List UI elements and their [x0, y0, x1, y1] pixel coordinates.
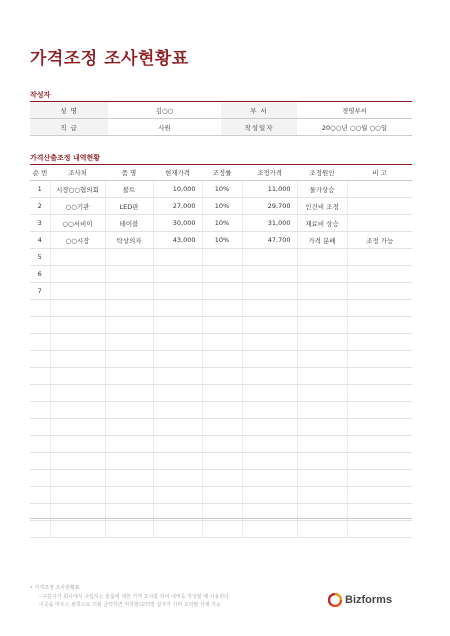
table-cell	[50, 300, 105, 317]
table-cell: ○○시장	[50, 232, 105, 249]
table-row	[30, 368, 412, 385]
table-cell: 29,700	[242, 198, 297, 215]
table-cell	[30, 487, 50, 504]
table-cell: 6	[30, 266, 50, 283]
table-cell	[105, 249, 153, 266]
table-cell	[50, 419, 105, 436]
date-value: 20○○년 ○○월 ○○일	[297, 119, 412, 136]
table-cell	[30, 368, 50, 385]
table-cell: 10%	[202, 198, 242, 215]
table-cell	[202, 351, 242, 368]
table-cell	[347, 436, 412, 453]
table-cell: 물가상승	[297, 181, 347, 198]
table-row	[30, 436, 412, 453]
table-cell	[105, 351, 153, 368]
page-title: 가격조정 조사현황표	[30, 49, 189, 69]
table-cell	[202, 419, 242, 436]
table-cell	[153, 283, 202, 300]
table-cell	[347, 351, 412, 368]
table-cell	[202, 283, 242, 300]
table-cell	[30, 419, 50, 436]
table-cell	[105, 385, 153, 402]
table-row	[30, 402, 412, 419]
table-cell	[347, 419, 412, 436]
table-cell	[242, 436, 297, 453]
table-cell	[30, 453, 50, 470]
table-cell	[202, 521, 242, 538]
table-cell	[347, 266, 412, 283]
table-cell: 테이블	[105, 215, 153, 232]
table-cell	[347, 402, 412, 419]
footer-note	[30, 584, 231, 610]
table-cell: 가격 분배	[297, 232, 347, 249]
table-cell: 시장○○협의회	[50, 181, 105, 198]
table-cell	[297, 470, 347, 487]
table-cell	[242, 385, 297, 402]
header-cell: 순 번	[30, 165, 50, 181]
table-cell	[153, 453, 202, 470]
dept-value: 경영부서	[297, 102, 412, 119]
table-cell	[242, 470, 297, 487]
table-cell	[297, 249, 347, 266]
table-cell: 3	[30, 215, 50, 232]
table-row	[30, 181, 412, 198]
table-row	[30, 419, 412, 436]
table-cell	[50, 368, 105, 385]
table-cell	[297, 317, 347, 334]
table-cell	[202, 470, 242, 487]
table-cell	[297, 419, 347, 436]
name-label: 성 명	[30, 102, 108, 119]
table-cell: 10%	[202, 215, 242, 232]
table-bottom-rule	[30, 518, 412, 519]
table-cell	[105, 317, 153, 334]
table-cell	[202, 266, 242, 283]
table-cell: ○○기관	[50, 198, 105, 215]
table-cell	[30, 385, 50, 402]
rank-label: 직 급	[30, 119, 108, 136]
table-row	[30, 266, 412, 283]
table-cell	[297, 521, 347, 538]
table-cell	[202, 317, 242, 334]
table-cell	[297, 487, 347, 504]
table-cell	[297, 385, 347, 402]
table-cell: 43,000	[153, 232, 202, 249]
table-cell	[242, 317, 297, 334]
table-cell	[105, 402, 153, 419]
table-row	[30, 249, 412, 266]
table-cell: 10%	[202, 181, 242, 198]
table-cell: 7	[30, 283, 50, 300]
table-row	[30, 351, 412, 368]
table-cell	[153, 470, 202, 487]
table-cell: 볼트	[105, 181, 153, 198]
table-cell	[202, 385, 242, 402]
footer-line-3: 이곳을 마우스 왼쪽으로 더블 클릭하면 머리말/꼬리말 삽자가 가며 꼬리말 삭제 가능	[39, 602, 221, 608]
table-cell	[347, 453, 412, 470]
table-cell	[50, 470, 105, 487]
table-cell	[50, 266, 105, 283]
table-cell	[297, 453, 347, 470]
table-cell	[105, 300, 153, 317]
table-cell	[297, 368, 347, 385]
table-row	[30, 521, 412, 538]
table-cell: 27,000	[153, 198, 202, 215]
table-cell	[50, 385, 105, 402]
table-cell	[50, 334, 105, 351]
table-cell	[105, 266, 153, 283]
table-cell	[202, 487, 242, 504]
table-cell	[153, 419, 202, 436]
table-cell	[30, 436, 50, 453]
price-table	[30, 165, 412, 538]
table-cell	[347, 283, 412, 300]
table-cell	[297, 402, 347, 419]
footer-line-2: - 구분자가 회사에서 구입하는 물품에 대한 가격 조사를 하여 내역을 작성할 때 사용된다.	[39, 593, 231, 600]
table-cell	[242, 283, 297, 300]
table-cell	[297, 351, 347, 368]
table-cell	[153, 300, 202, 317]
table-cell	[242, 334, 297, 351]
table-cell	[297, 334, 347, 351]
table-cell	[50, 317, 105, 334]
price-section-label: 가격산출조정 내역현황	[30, 154, 101, 162]
author-row-2	[30, 119, 412, 136]
table-cell	[242, 521, 297, 538]
table-cell: ○○서비이	[50, 215, 105, 232]
header-cell: 조정가격	[242, 165, 297, 181]
table-cell	[202, 334, 242, 351]
table-cell: 인건비 조정	[297, 198, 347, 215]
price-table-body	[30, 181, 412, 538]
table-cell	[105, 368, 153, 385]
table-cell	[202, 249, 242, 266]
dept-label: 부 서	[221, 102, 297, 119]
table-cell	[347, 521, 412, 538]
bizforms-logo-icon	[328, 593, 342, 607]
table-cell: 1	[30, 181, 50, 198]
author-row-1	[30, 102, 412, 119]
table-cell	[105, 436, 153, 453]
table-cell	[347, 215, 412, 232]
table-cell	[347, 470, 412, 487]
table-cell	[50, 351, 105, 368]
table-cell	[50, 402, 105, 419]
table-cell	[347, 385, 412, 402]
header-cell: 조사처	[50, 165, 105, 181]
header-cell: 비 고	[347, 165, 412, 181]
table-cell	[153, 487, 202, 504]
table-row	[30, 334, 412, 351]
header-cell: 조정원인	[297, 165, 347, 181]
table-cell	[153, 249, 202, 266]
table-cell: 4	[30, 232, 50, 249]
table-row	[30, 300, 412, 317]
table-cell	[242, 300, 297, 317]
rank-value: 사원	[108, 119, 221, 136]
table-cell	[105, 453, 153, 470]
table-cell	[202, 453, 242, 470]
table-cell	[153, 266, 202, 283]
table-cell	[30, 300, 50, 317]
table-cell	[30, 402, 50, 419]
table-cell	[242, 453, 297, 470]
table-cell	[30, 334, 50, 351]
table-cell: 재료비 상승	[297, 215, 347, 232]
table-cell	[202, 402, 242, 419]
footer-line-1: • 가격조정 조사현황표	[30, 585, 80, 591]
table-cell	[105, 521, 153, 538]
table-row	[30, 232, 412, 249]
table-cell: 10,000	[153, 181, 202, 198]
table-cell	[153, 402, 202, 419]
table-cell	[50, 453, 105, 470]
table-row	[30, 470, 412, 487]
table-cell	[50, 487, 105, 504]
table-cell	[242, 266, 297, 283]
table-cell	[347, 487, 412, 504]
table-cell	[153, 436, 202, 453]
table-row	[30, 283, 412, 300]
price-header-row	[30, 165, 412, 181]
table-cell: 5	[30, 249, 50, 266]
table-cell	[347, 198, 412, 215]
table-cell	[347, 181, 412, 198]
table-cell	[30, 351, 50, 368]
table-cell	[50, 521, 105, 538]
table-cell	[242, 368, 297, 385]
table-cell	[202, 368, 242, 385]
table-cell: 조정 가능	[347, 232, 412, 249]
table-cell	[153, 521, 202, 538]
table-cell	[30, 521, 50, 538]
table-cell: 30,000	[153, 215, 202, 232]
table-cell	[242, 249, 297, 266]
table-cell: 10%	[202, 232, 242, 249]
table-cell	[202, 300, 242, 317]
date-label: 작성일자	[221, 119, 297, 136]
header-cell: 현재가격	[153, 165, 202, 181]
header-cell: 품 명	[105, 165, 153, 181]
table-cell	[297, 436, 347, 453]
table-cell	[347, 334, 412, 351]
table-cell	[242, 487, 297, 504]
table-cell: 47,700	[242, 232, 297, 249]
table-cell	[105, 470, 153, 487]
table-cell	[153, 385, 202, 402]
table-cell	[30, 470, 50, 487]
table-cell: 탁상의자	[105, 232, 153, 249]
table-cell	[297, 300, 347, 317]
table-cell	[202, 436, 242, 453]
table-row	[30, 453, 412, 470]
table-cell	[297, 266, 347, 283]
table-cell	[242, 351, 297, 368]
table-cell	[347, 300, 412, 317]
table-cell	[105, 334, 153, 351]
table-cell: 31,000	[242, 215, 297, 232]
table-cell	[50, 249, 105, 266]
table-cell: 11,000	[242, 181, 297, 198]
table-row	[30, 385, 412, 402]
table-cell	[153, 351, 202, 368]
table-cell: 2	[30, 198, 50, 215]
table-cell	[30, 317, 50, 334]
table-cell	[347, 317, 412, 334]
bizforms-logo	[328, 593, 392, 607]
table-row	[30, 487, 412, 504]
table-row	[30, 198, 412, 215]
table-cell	[50, 436, 105, 453]
table-cell	[153, 334, 202, 351]
name-value: 김○○	[108, 102, 221, 119]
table-cell: LED판	[105, 198, 153, 215]
header-cell: 조정률	[202, 165, 242, 181]
table-cell	[347, 368, 412, 385]
bizforms-logo-text: Bizforms	[345, 594, 393, 606]
table-cell	[105, 487, 153, 504]
table-row	[30, 317, 412, 334]
table-row	[30, 215, 412, 232]
author-table	[30, 102, 412, 136]
author-section-label: 작성자	[30, 91, 51, 99]
table-cell	[153, 368, 202, 385]
table-cell	[347, 249, 412, 266]
table-cell	[50, 283, 105, 300]
table-cell	[297, 283, 347, 300]
table-cell	[105, 419, 153, 436]
table-cell	[105, 283, 153, 300]
table-cell	[242, 402, 297, 419]
table-cell	[242, 419, 297, 436]
table-cell	[153, 317, 202, 334]
